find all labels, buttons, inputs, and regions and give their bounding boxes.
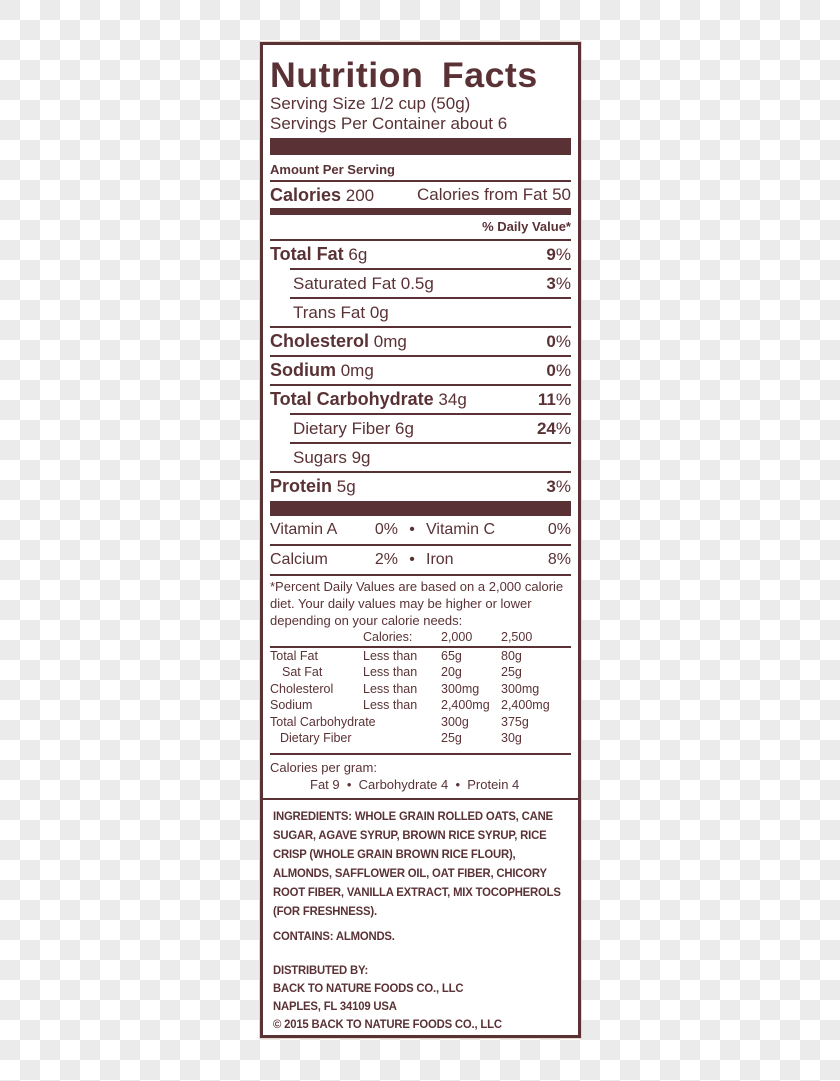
thick-divider — [270, 138, 571, 155]
calories-value: 200 — [341, 185, 375, 205]
servings-per-container: Servings Per Container about 6 — [270, 114, 508, 133]
dv-table-row: Cholesterol Less than 300mg 300mg — [270, 681, 540, 696]
nutrient-row-total-fat: Total Fat 6g 9% — [270, 244, 571, 264]
nutrient-row-dietary-fiber: Dietary Fiber 6g 24% — [293, 418, 571, 438]
section-divider — [263, 798, 578, 800]
calories-row — [270, 182, 571, 208]
vitamin-row: Calcium 2% • Iron 8% — [270, 551, 571, 568]
nutrient-row-cholesterol: Cholesterol 0mg 0% — [270, 331, 571, 351]
nutrient-row-sugars: Sugars 9g — [293, 447, 371, 467]
nutrient-row-protein: Protein 5g 3% — [270, 476, 571, 496]
calories-per-gram: Fat 9 • Carbohydrate 4 • Protein 4 — [310, 776, 520, 792]
nutrition-facts-label — [260, 42, 581, 1038]
bullet-icon: • — [409, 521, 415, 538]
amount-per-serving: Amount Per Serving — [270, 162, 395, 177]
distributor-block: DISTRIBUTED BY: BACK TO NATURE FOODS CO., LLC NAPLES, FL 34109 USA © 2015 BACK TO NATURE FOODS CO., LLC — [273, 963, 502, 1031]
ingredients-text: INGREDIENTS: WHOLE GRAIN ROLLED OATS, CANE SUGAR, AGAVE SYRUP, BROWN RICE SYRUP, RICE CRISP (WHOLE GRAIN BROWN RICE FLOUR), ALMONDS, SAFFLOWER OIL, OAT FIBER, CHICORY ROOT FIBER, VANILLA EXTRACT, MIX TOCOPHEROLS (FOR FRESHNESS). — [273, 809, 561, 918]
nutrient-row-sodium: Sodium 0mg 0% — [270, 360, 571, 380]
daily-value-header: % Daily Value* — [482, 219, 571, 234]
divider — [270, 574, 571, 576]
dv-table-header: Calories: 2,000 2,500 — [270, 629, 571, 647]
dv-table-row: Total Carbohydrate 300g 375g — [270, 714, 529, 729]
dv-table-row: Sat Fat Less than 20g 25g — [282, 665, 522, 679]
calories-label: Calories — [270, 184, 342, 205]
nutrient-row-saturated-fat: Saturated Fat 0.5g 3% — [293, 273, 571, 293]
divider — [270, 753, 571, 755]
medium-divider — [270, 208, 571, 215]
bullet-icon: • — [409, 551, 415, 568]
calories-from-fat: Calories from Fat 50 — [417, 185, 571, 204]
vitamin-row: Vitamin A 0% • Vitamin C 0% — [270, 521, 571, 538]
contains-allergens: CONTAINS: ALMONDS. — [273, 929, 395, 943]
daily-value-table — [270, 629, 571, 747]
label-title: Nutrition Facts — [270, 56, 538, 95]
ingredients-section — [273, 807, 603, 1033]
calories-per-gram-label: Calories per gram: — [270, 759, 377, 775]
thick-divider — [270, 501, 571, 516]
nutrient-row-total-carbohydrate: Total Carbohydrate 34g 11% — [270, 389, 571, 409]
ingredients-label: INGREDIENTS: — [273, 809, 352, 823]
nutrient-row-trans-fat: Trans Fat 0g — [293, 302, 389, 322]
dv-table-row: Sodium Less than 2,400mg 2,400mg — [270, 698, 550, 712]
dv-table-row: Dietary Fiber 25g 30g — [280, 731, 522, 745]
daily-value-footnote: *Percent Daily Values are based on a 2,000 calorie diet. Your daily values may be higher or lower depending on your calorie needs: — [270, 579, 564, 628]
serving-size: Serving Size 1/2 cup (50g) — [270, 94, 471, 113]
dv-table-row: Total Fat Less than 65g 80g — [270, 648, 522, 663]
